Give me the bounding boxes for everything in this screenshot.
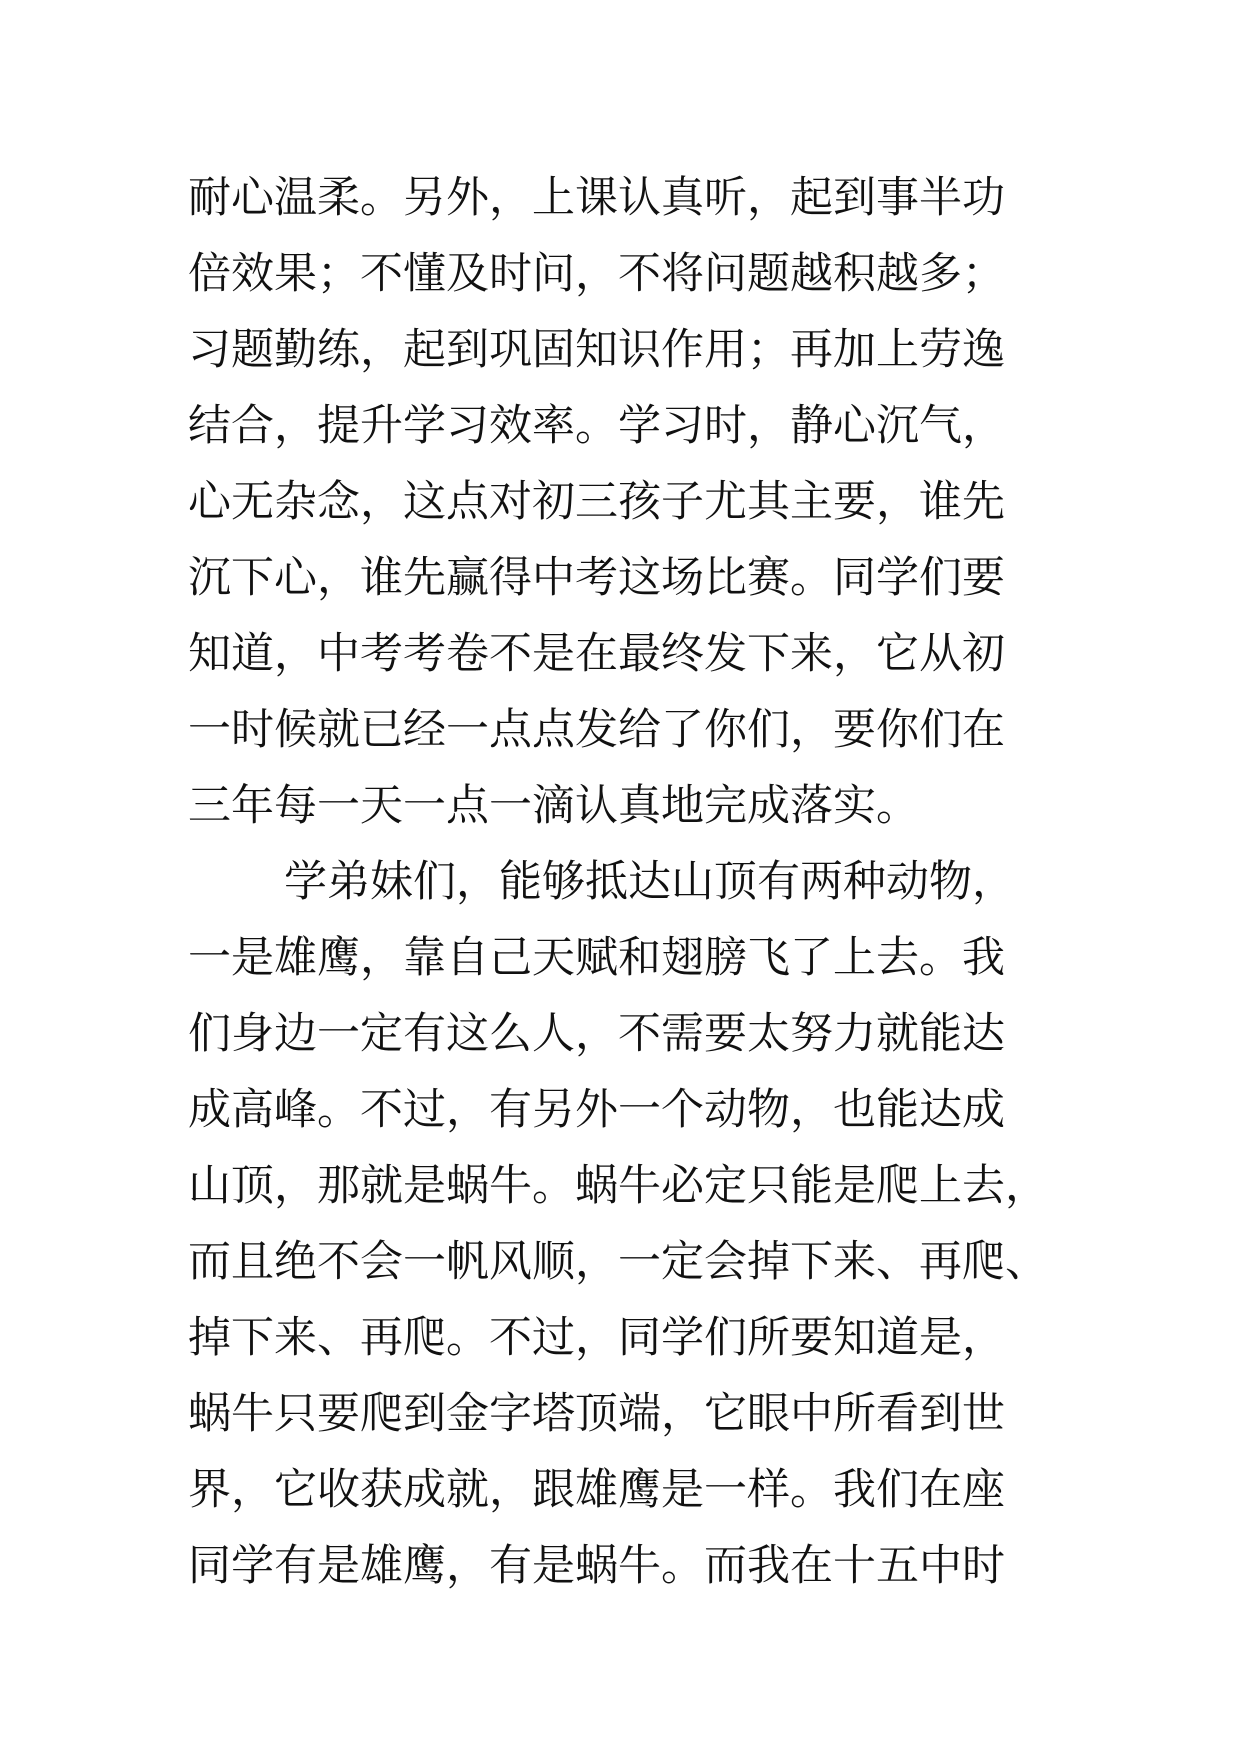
- text-line: 而且绝不会一帆风顺，一定会掉下来、再爬、: [188, 1237, 1048, 1287]
- text-line: 山顶，那就是蜗牛。蜗牛必定只能是爬上去，: [188, 1161, 1048, 1211]
- body-text: [188, 160, 1088, 1604]
- text-line: 三年每一天一点一滴认真地完成落实。: [188, 781, 919, 831]
- text-line: 蜗牛只要爬到金字塔顶端，它眼中所看到世: [188, 1389, 1005, 1439]
- text-line: 倍效果；不懂及时问，不将问题越积越多；: [188, 249, 1005, 299]
- text-line: 习题勤练，起到巩固知识作用；再加上劳逸: [188, 325, 1005, 375]
- text-line: 一时候就已经一点点发给了你们，要你们在: [188, 705, 1005, 755]
- text-line: 同学有是雄鹰，有是蜗牛。而我在十五中时: [188, 1541, 1005, 1591]
- text-line: 一是雄鹰，靠自己天赋和翅膀飞了上去。我: [188, 933, 1005, 983]
- text-line: 掉下来、再爬。不过，同学们所要知道是，: [188, 1313, 1005, 1363]
- text-line: 心无杂念，这点对初三孩子尤其主要，谁先: [188, 477, 1005, 527]
- text-line: 知道，中考考卷不是在最终发下来，它从初: [188, 629, 1005, 679]
- text-line: 沉下心，谁先赢得中考这场比赛。同学们要: [188, 553, 1005, 603]
- text-line: 界，它收获成就，跟雄鹰是一样。我们在座: [188, 1465, 1005, 1515]
- text-line: 成高峰。不过，有另外一个动物，也能达成: [188, 1085, 1005, 1135]
- text-line: 们身边一定有这么人，不需要太努力就能达: [188, 1009, 1005, 1059]
- text-line: 结合，提升学习效率。学习时，静心沉气，: [188, 401, 1005, 451]
- paragraph-start-line: 学弟妹们，能够抵达山顶有两种动物，: [284, 857, 1015, 907]
- text-line: 耐心温柔。另外，上课认真听，起到事半功: [188, 173, 1005, 223]
